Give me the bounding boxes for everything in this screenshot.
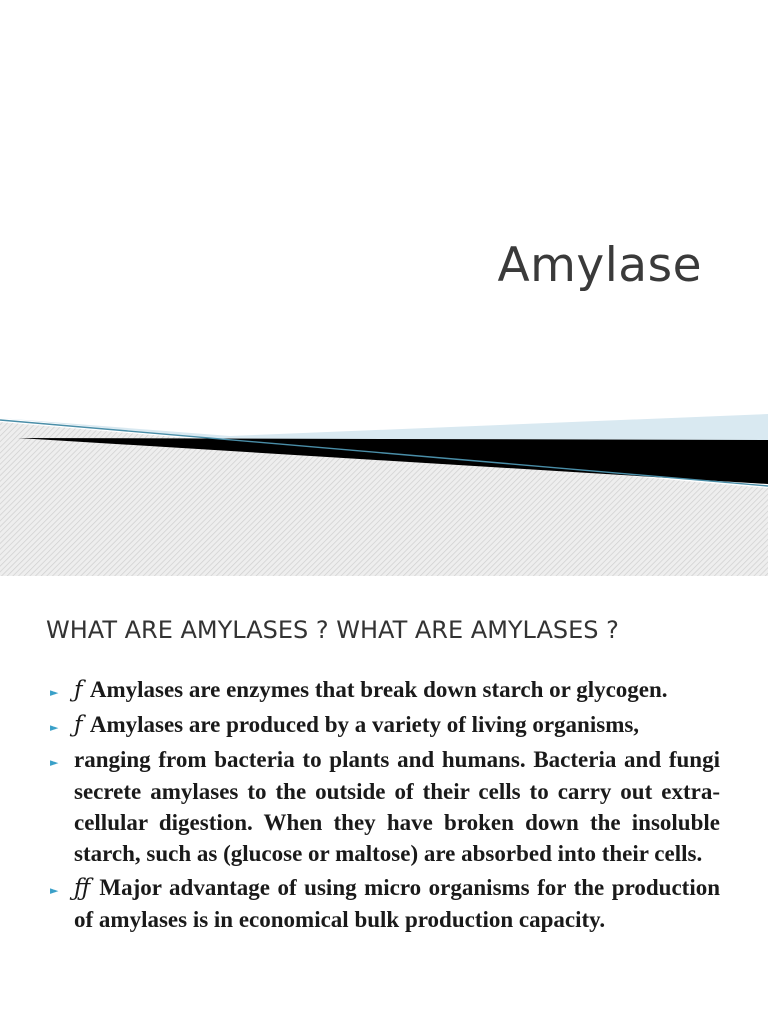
content-slide (0, 576, 768, 1024)
list-item: ► ranging from bacteria to plants and humans. Bacteria and fungi secrete amylases to the outside of their cells to carry out extra-cellular digestion. When they have broken down the insoluble starch, such as (glucose or maltose) are absorbed into their cells. (50, 747, 720, 866)
slide-title: Amylase (497, 238, 702, 293)
bullet-list (48, 674, 720, 938)
slide-heading: WHAT ARE AMYLASES ? WHAT ARE AMYLASES ? (46, 616, 619, 644)
triangle-bullet-icon: ► (50, 721, 59, 734)
list-item: ► ƒ Amylases are enzymes that break down starch or glycogen. (48, 674, 720, 706)
triangle-bullet-icon: ► (50, 884, 59, 897)
triangle-bullet-icon: ► (50, 756, 59, 769)
list-item: ► ƒƒ Major advantage of using micro organisms for the production of amylases is in economical bulk production capacity. (50, 875, 720, 932)
list-item: ► ƒ Amylases are produced by a variety of living organisms, (48, 709, 720, 741)
triangle-bullet-icon: ► (50, 686, 59, 699)
